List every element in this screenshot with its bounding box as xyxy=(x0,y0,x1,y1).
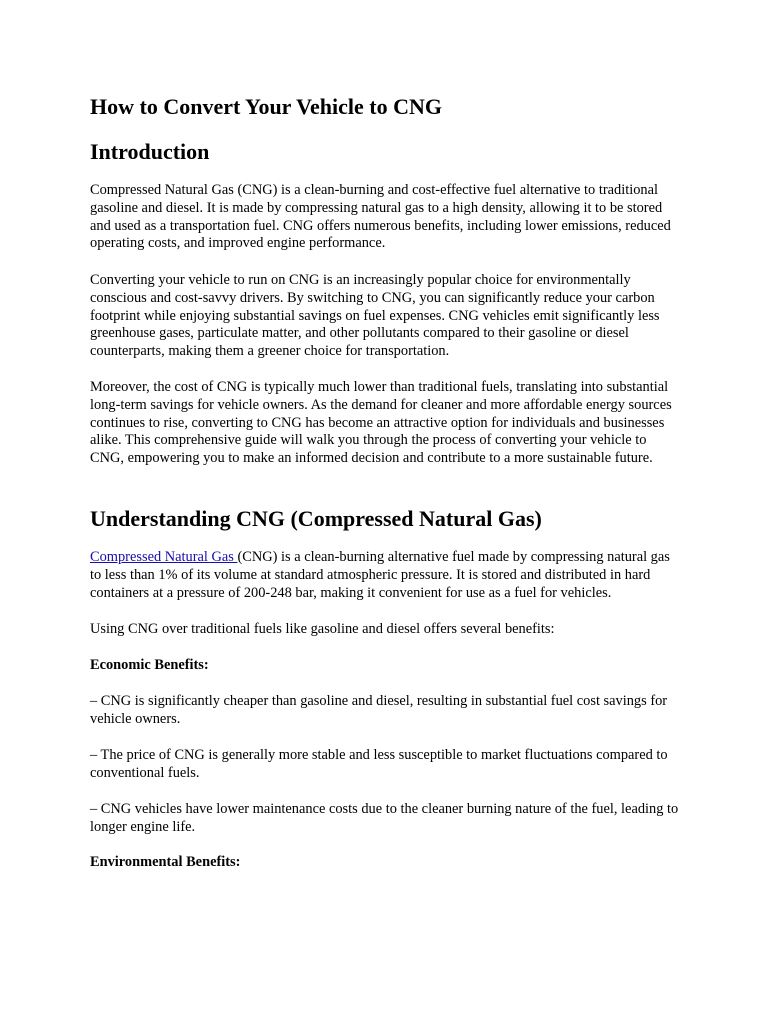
economic-benefits-heading: Economic Benefits: xyxy=(90,657,209,673)
economic-benefit-item-2: – The price of CNG is generally more stable and less susceptible to market fluctuations compared to conventional fuels. xyxy=(90,747,668,781)
benefits-intro: Using CNG over traditional fuels like gasoline and diesel offers several benefits: xyxy=(90,621,555,637)
economic-benefit-item-1: – CNG is significantly cheaper than gasoline and diesel, resulting in substantial fuel cost savings for vehicle owners. xyxy=(90,693,668,727)
intro-paragraph-1: Compressed Natural Gas (CNG) is a clean-burning and cost-effective fuel alternative to traditional gasoline and diesel. It is made by compressing natural gas to a high density, allowing it to be stored and used as a transportation fuel. CNG offers numerous benefits, including lower emissions, reduced operating costs, and improved engine performance. xyxy=(90,182,671,252)
understanding-paragraph xyxy=(90,549,680,602)
intro-heading: Introduction xyxy=(90,139,210,164)
document-title: How to Convert Your Vehicle to CNG xyxy=(90,94,442,119)
intro-paragraph-2: Converting your vehicle to run on CNG is an increasingly popular choice for environmentally conscious and cost-savvy drivers. By switching to CNG, you can significantly reduce your carbon footprint while enjoying substantial savings on fuel expenses. CNG vehicles emit significantly less greenhouse gases, particulate matter, and other pollutants compared to their gasoline or diesel counterparts, making them a greener choice for transportation. xyxy=(90,272,660,360)
economic-benefit-item-3: – CNG vehicles have lower maintenance costs due to the cleaner burning nature of the fuel, leading to longer engine life. xyxy=(90,801,679,835)
understanding-paragraph-text: (CNG) is a clean-burning alternative fuel made by compressing natural gas to less than 1% of its volume at standard atmospheric pressure. It is stored and distributed in hard containers at a pressure of 200-248 bar, making it convenient for use as a fuel for vehicles. xyxy=(90,549,670,601)
environmental-benefits-heading: Environmental Benefits: xyxy=(90,854,241,870)
compressed-natural-gas-link[interactable]: Compressed Natural Gas xyxy=(90,549,238,565)
intro-paragraph-3: Moreover, the cost of CNG is typically much lower than traditional fuels, translating into substantial long-term savings for vehicle owners. As the demand for cleaner and more affordable energy sources continues to rise, converting to CNG has become an attractive option for individuals and businesses alike. This comprehensive guide will walk you through the process of converting your vehicle to CNG, empowering you to make an informed decision and contribute to a more sustainable future. xyxy=(90,379,672,467)
understanding-heading: Understanding CNG (Compressed Natural Gas) xyxy=(90,506,542,531)
